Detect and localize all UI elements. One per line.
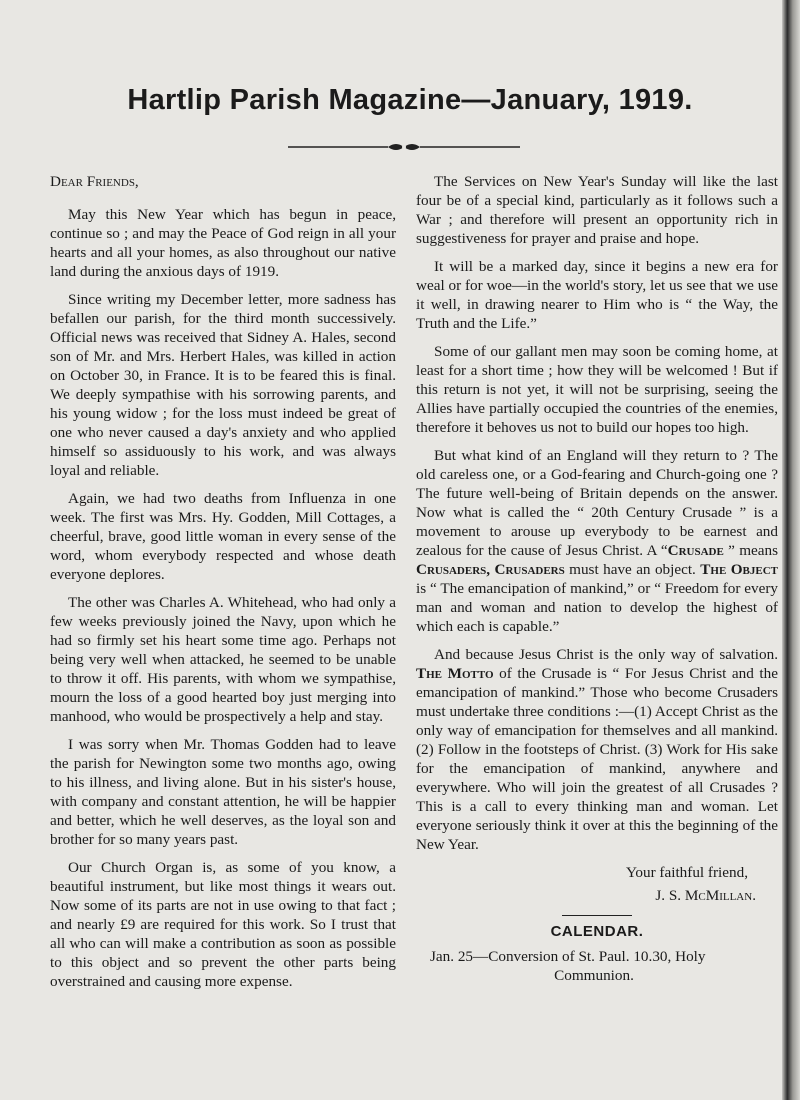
paragraph-organ: Our Church Organ is, as some of you know, a beautiful instrument, but like most things it wears out. Now some of its parts are not in use owing to that fact ; and nearly £9 are required for this work. So I trust that all who can will make a contribution as soon as possible to this object and so prevent the other parts being overstrained and causing more expense.: [50, 859, 396, 990]
paragraph-motto: [416, 645, 778, 854]
right-column: [416, 172, 778, 994]
signature: [416, 886, 756, 905]
paragraph-new-year: May this New Year which has begun in peace, continue so ; and may the Peace of God reign in all your hearts and all your homes, as also throughout our native land during the anxious days of 1919.: [50, 206, 396, 280]
left-column: [50, 172, 396, 1000]
calendar-entry-line1: Jan. 25—Conversion of St. Paul. 10.30, Holy: [430, 948, 706, 965]
paragraph-services: The Services on New Year's Sunday will like the last four be of a special kind, particularly as it follows such a War ; and therefore will present an opportunity rich in suggestiveness for prayer and praise and hope.: [416, 173, 778, 247]
salutation: Dear Friends,: [50, 173, 139, 190]
term-the-object: The Object: [700, 561, 778, 578]
signature-initials: J. S.: [655, 887, 682, 904]
england-text-a: But what kind of an England will they return to ? The old careless one, or a God-fearing and Church-going one ? The future well-being of Britain depends on the answer. Now what is called the “ 20th Century Crusade ” is a movement to arouse up everybody to be earnest and zealous for the cause of Jesus Christ. A “: [416, 447, 778, 559]
paragraph-marked-day: It will be a marked day, since it begins a new era for weal or for woe—in the world's story, let us see that we use it well, in drawing nearer to Him who is “ the Way, the Truth and the Life.”: [416, 258, 778, 332]
calendar-heading: CALENDAR.: [550, 923, 644, 940]
signoff: Your faithful friend,: [625, 864, 748, 881]
page-title: Hartlip Parish Magazine—January, 1919.: [127, 84, 693, 116]
calendar-entry-line2: Communion.: [554, 967, 634, 984]
calendar-divider: [562, 915, 632, 916]
paragraph-gallant-men: Some of our gallant men may soon be coming home, at least for a short time ; how they will be welcomed ! But if this return is not yet, it will not be surprising, seeing the Allies have partially occupied the countries of the enemies, therefore it behoves us not to build our hopes too high.: [416, 343, 778, 436]
england-text-b: ” means: [723, 542, 778, 559]
term-the-motto: The Motto: [416, 665, 494, 682]
term-crusade: Crusade: [667, 542, 724, 559]
paragraph-england: [416, 446, 778, 636]
calendar-entry: [416, 947, 778, 985]
motto-text-b: of the Crusade is “ For Jesus Christ and the emancipation of mankind.” Those who become Crusaders must undertake three conditions :—(1) Accept Christ as the only way of emancipation for themselves and all mankind. (2) Follow in the footsteps of Christ. (3) Work for His sake for the emancipation of mankind, anywhere and everywhere. Who will join the greatest of all Crusades ? This is a call to every thinking man and woman. Let everyone seriously think it over at this the beginning of the New Year.: [416, 665, 778, 853]
page-binding-edge: [782, 0, 800, 1100]
ornament-divider-icon: [288, 140, 520, 154]
england-text-d: is “ The emancipation of mankind,” or “ Freedom for every man and woman and nation to develop the highest of which each is capable.”: [416, 580, 778, 635]
paragraph-whitehead: The other was Charles A. Whitehead, who had only a few weeks previously joined the Navy, upon which he had so firmly set his heart some time ago. Perhaps not being very well when attacked, he seemed to be unable to throw it off. His parents, with whom we sympathise, mourn the loss of a good hearted boy just merging into manhood, who would be prospectively a help and stay.: [50, 594, 396, 725]
paragraph-hales: Since writing my December letter, more sadness has befallen our parish, for the third month successively. Official news was received that Sidney A. Hales, second son of Mr. and Mrs. Herbert Hales, was killed in action on October 30, in France. It is to be feared this is final. We deeply sympathise with his sorrowing parents, and his young widow ; for the loss must indeed be great of one who never caused a day's anxiety and who applied himself so assiduously to his work, and was always loyal and reliable.: [50, 291, 396, 479]
term-crusaders: Crusaders, Crusaders: [416, 561, 565, 578]
paragraph-godden: I was sorry when Mr. Thomas Godden had to leave the parish for Newington some two months ago, owing to his illness, and living alone. But in his sister's house, with company and constant attention, he will be happier and better, which he well deserves, as the loyal son and brother for so many years past.: [50, 736, 396, 848]
signature-name: McMillan.: [684, 887, 756, 904]
england-text-c: must have an object.: [564, 561, 701, 578]
paragraph-influenza: Again, we had two deaths from Influenza in one week. The first was Mrs. Hy. Godden, Mill Cottages, a cheerful, brave, good little woman in every sense of the word, whom everybody respected and whose death everyone deplores.: [50, 490, 396, 583]
motto-text-a: And because Jesus Christ is the only way of salvation.: [434, 646, 778, 663]
